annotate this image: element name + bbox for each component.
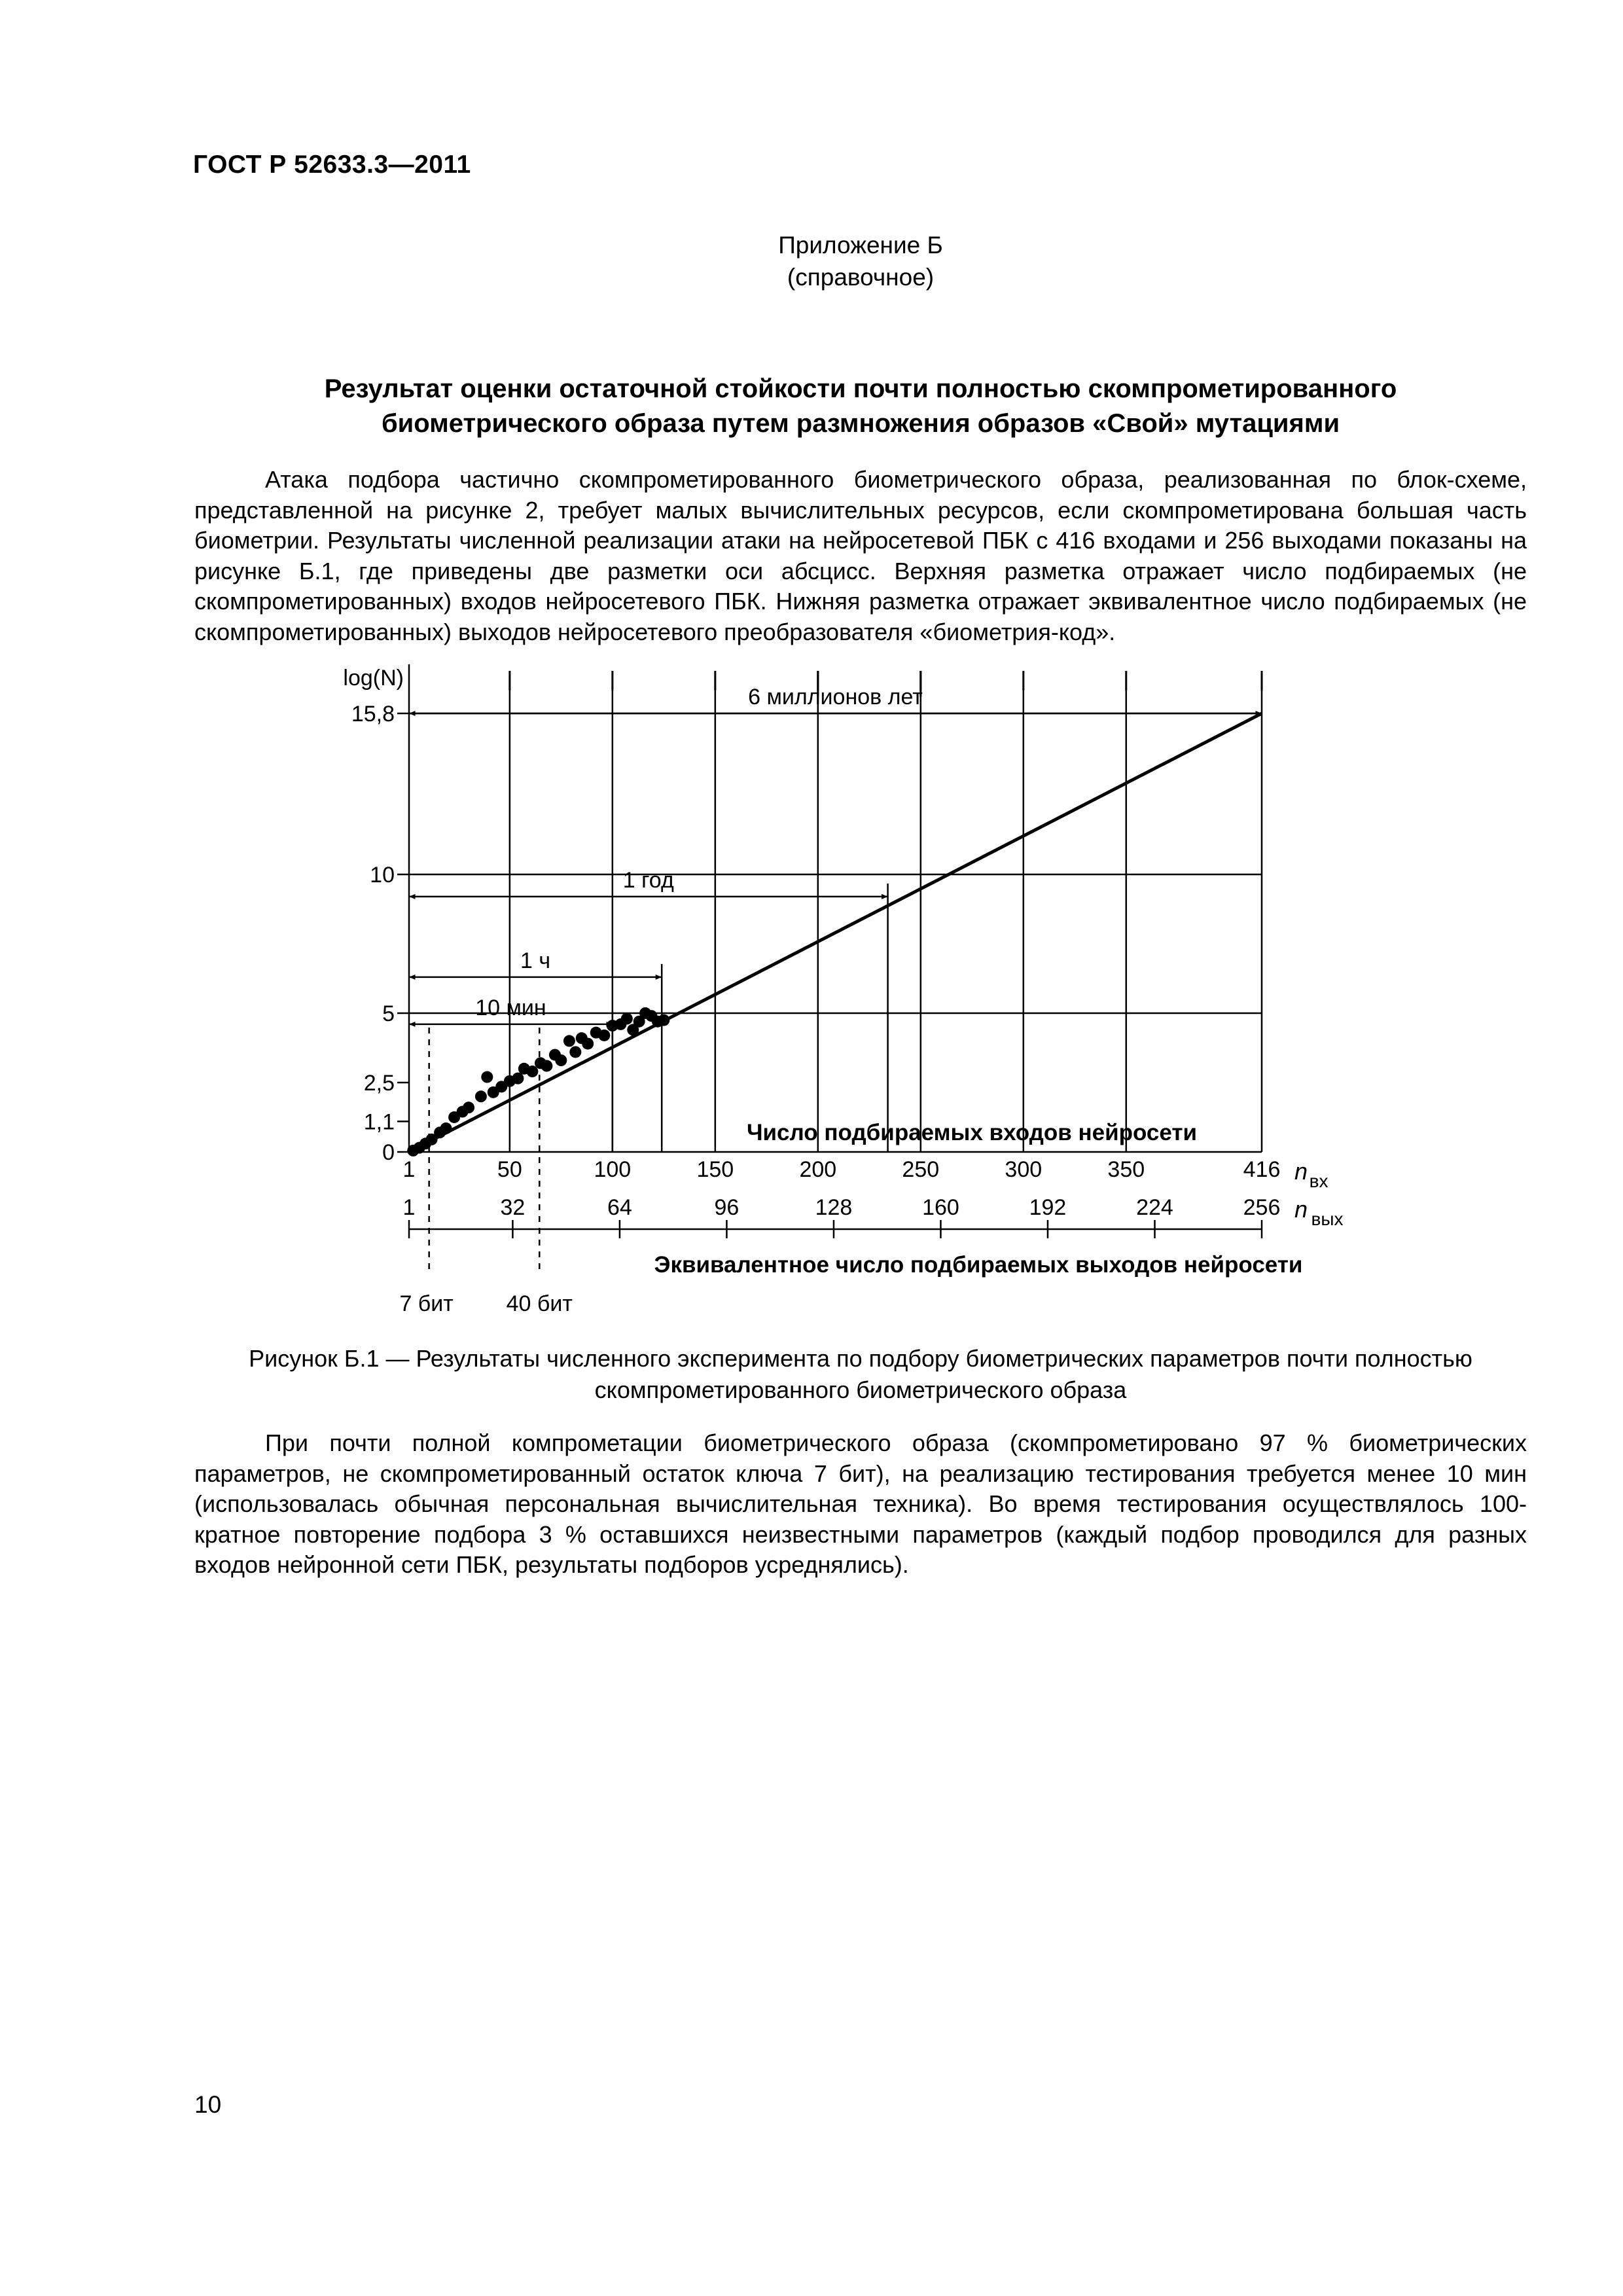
data-point <box>463 1102 474 1113</box>
bottom-axis-tick-label: 192 <box>1029 1195 1067 1220</box>
trend-line-group <box>409 713 1262 1152</box>
data-point <box>569 1046 581 1058</box>
data-point <box>621 1013 633 1024</box>
bottom-axis-tick-label: 256 <box>1243 1195 1281 1220</box>
time-level-label: 6 миллионов лет <box>748 685 923 709</box>
y-tick-label: 1,1 <box>363 1109 395 1135</box>
top-axis-tick-label: 416 <box>1243 1157 1281 1182</box>
time-level-label: 1 год <box>622 867 674 893</box>
y-tick-label: 10 <box>370 862 395 888</box>
data-point <box>658 1014 669 1026</box>
y-tick-label: 15,8 <box>351 702 395 726</box>
bottom-axis-tick-label: 96 <box>714 1195 740 1220</box>
y-axis-label: log(N) <box>343 666 404 691</box>
data-point <box>481 1071 493 1083</box>
data-point <box>512 1073 524 1085</box>
bottom-axis-tick-label: 1 <box>402 1195 416 1220</box>
intro-paragraph-text: Атака подбора частично скомпрометированного биометрического образа, реализованная по блок-схеме, представленной на рисунке 2, требует малых вычислительных ресурсов, если скомпрометирована большая часть биометрии. Результаты численной реализации атаки на нейросетевой ПБК с 416 входами и 256 выходами показаны на рисунке Б.1, где приведены две разметки оси абсцисс. Верхняя разметка отражает число подбираемых (не скомпрометированных) входов нейросетевого ПБК. Нижняя разметка отражает эквивалентное число подбираемых (не скомпрометированных) выходов нейросетевого преобразователя «биометрия-код». <box>194 466 1527 645</box>
axis-labels <box>343 666 1343 1316</box>
time-level-label: 1 ч <box>520 948 551 973</box>
data-point <box>555 1054 567 1066</box>
data-point <box>582 1038 594 1050</box>
annex-status: (справочное) <box>787 264 935 291</box>
document-code-header: ГОСТ Р 52633.3—2011 <box>193 151 471 179</box>
top-axis-tick-label: 150 <box>696 1157 734 1182</box>
bottom-axis-caption: Эквивалентное число подбираемых выходов нейросети <box>654 1252 1303 1278</box>
top-axis-tick-label: 1 <box>402 1157 416 1182</box>
data-point <box>475 1090 487 1102</box>
y-tick-label: 5 <box>382 1001 395 1026</box>
bit-marker-label: 40 бит <box>506 1291 573 1316</box>
figure-caption-line-2: скомпрометированного биометрического образа <box>594 1376 1127 1403</box>
y-tick-label: 2,5 <box>363 1070 395 1096</box>
annex-label: Приложение Б <box>778 232 943 259</box>
bottom-axis-name-subscript: вых <box>1311 1209 1344 1229</box>
time-level-lines <box>409 713 1262 1275</box>
top-axis-tick-label: 200 <box>799 1157 837 1182</box>
figure-caption-line-1: Рисунок Б.1 — Результаты численного эксперимента по подбору биометрических параметров почти полностью <box>249 1345 1472 1372</box>
bottom-axis-tick-label: 32 <box>500 1195 526 1220</box>
time-level-label: 10 мин <box>475 995 546 1020</box>
top-axis-tick-label: 100 <box>594 1157 632 1182</box>
bottom-axis-name: n <box>1294 1196 1308 1223</box>
trend-line <box>409 713 1262 1152</box>
bottom-axis-tick-label: 128 <box>815 1195 853 1220</box>
data-points <box>407 1007 669 1157</box>
results-paragraph-text: При почти полной компрометации биометрического образа (скомпрометировано 97 % биометрических параметров, не скомпрометированный остаток ключа 7 бит), на реализацию тестирования требуется менее 10 мин (использовалась обычная персональная вычислительная техника). Во время тестирования осуществлялось 100-кратное повторение подбора 3 % оставшихся неизвестными параметров (каждый подбор проводился для разных входов нейронной сети ПБК, результаты подборов усреднялись). <box>194 1429 1527 1578</box>
bottom-axis-tick-label: 224 <box>1136 1195 1173 1220</box>
bottom-axis-tick-label: 64 <box>607 1195 632 1220</box>
figure-caption <box>196 1343 1525 1406</box>
top-axis-tick-label: 50 <box>497 1157 522 1182</box>
data-point <box>440 1122 452 1134</box>
grid-lines <box>409 671 1262 1152</box>
top-axis-tick-label: 250 <box>902 1157 940 1182</box>
top-axis-tick-label: 300 <box>1005 1157 1043 1182</box>
data-point <box>563 1035 575 1047</box>
page-number: 10 <box>194 2091 222 2118</box>
data-point <box>598 1030 610 1041</box>
y-tick-label: 0 <box>382 1140 395 1165</box>
annex-title-line-1: Результат оценки остаточной стойкости почти полностью скомпрометированного <box>324 374 1397 403</box>
top-axis-name-subscript: вх <box>1309 1171 1329 1191</box>
results-paragraph <box>194 1428 1527 1581</box>
top-axis-caption: Число подбираемых входов нейросети <box>746 1120 1198 1145</box>
annex-title-line-2: биометрического образа путем размножения образов «Свой» мутациями <box>381 409 1340 438</box>
bottom-axis-tick-label: 160 <box>922 1195 959 1220</box>
bit-marker-label: 7 бит <box>399 1291 454 1316</box>
data-point <box>541 1060 552 1072</box>
top-axis-tick-label: 350 <box>1107 1157 1145 1182</box>
top-axis-name: n <box>1294 1158 1308 1185</box>
